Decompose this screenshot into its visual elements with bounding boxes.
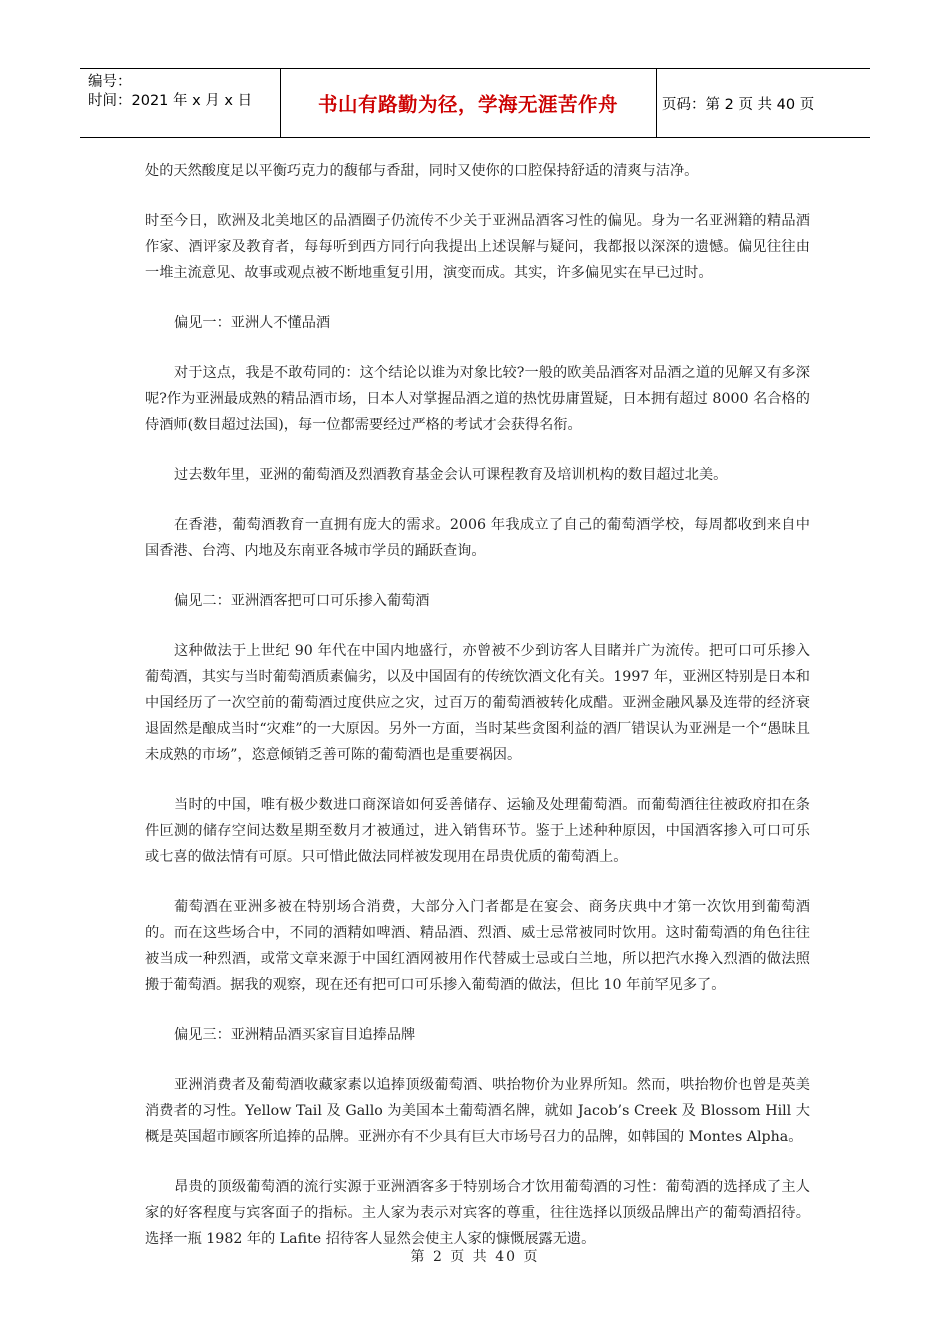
page-header [80,68,870,138]
header-meta [88,73,278,111]
page-footer: 第 2 页 共 40 页 [410,1249,540,1265]
paragraph: 这种做法于上世纪 90 年代在中国内地盛行，亦曾被不少到访客人目睹并广为流传。把可口可乐掺入葡萄酒，其实与当时葡萄酒质素偏劣，以及中国固有的传统饮酒文化有关。1997 年，亚洲区特别是日本和中国经历了一次空前的葡萄酒过度供应之灾，过百万的葡萄酒被转化成醋。亚洲金融风暴及连带的经济衰退固然是酿成当时“灾难”的一大原因。另外一方面，当时某些贪图利益的酒厂错误认为亚洲是一个“愚昧且未成熟的市场”，恣意倾销乏善可陈的葡萄酒也是重要祸因。 [145,643,810,763]
paragraph: 葡萄酒在亚洲多被在特别场合消费，大部分入门者都是在宴会、商务庆典中才第一次饮用到葡萄酒的。而在这些场合中，不同的酒精如啤酒、精品酒、烈酒、威士忌常被同时饮用。这时葡萄酒的角色往往被当成一种烈酒，或常文章来源于中国红酒网被用作代替威士忌或白兰地，所以把汽水搀入烈酒的做法照搬于葡萄酒。据我的观察，现在还有把可口可乐掺入葡萄酒的做法，但比 10 年前罕见多了。 [145,899,810,993]
paragraph: 在香港，葡萄酒教育一直拥有庞大的需求。2006 年我成立了自己的葡萄酒学校，每周都收到来自中国香港、台湾、内地及东南亚各城市学员的踊跃查询。 [145,517,810,559]
date-label: 时间：2021 年 x 月 x 日 [88,93,253,109]
header-page-label: 页码：第 2 页 共 40 页 [662,96,815,113]
paragraph: 偏见二：亚洲酒客把可口可乐掺入葡萄酒 [174,593,430,609]
paragraph: 过去数年里，亚洲的葡萄酒及烈酒教育基金会认可课程教育及培训机构的数目超过北美。 [174,467,728,483]
paragraph: 偏见一：亚洲人不懂品酒 [174,315,331,331]
paragraph: 亚洲消费者及葡萄酒收藏家素以追捧顶级葡萄酒、哄抬物价为业界所知。然而，哄抬物价也曾是英美消费者的习性。Yellow Tail 及 Gallo 为美国本土葡萄酒名牌，就如 Jacob’s Creek 及 Blossom Hill 大概是英国超市顾客所追捧的品牌。亚洲亦有不少具有巨大市场号召力的品牌，如韩国的 Montes Alpha。 [145,1077,810,1145]
paragraph: 偏见三：亚洲精品酒买家盲目追捧品牌 [174,1027,416,1043]
header-divider [656,69,657,137]
paragraph: 时至今日，欧洲及北美地区的品酒圈子仍流传不少关于亚洲品酒客习性的偏见。身为一名亚洲籍的精品酒作家、酒评家及教育者，每每听到西方同行向我提出上述误解与疑问，我都报以深深的遗憾。偏见往往由一堆主流意见、故事或观点被不断地重复引用，演变而成。其实，许多偏见实在早已过时。 [145,213,810,281]
paragraph: 处的天然酸度足以平衡巧克力的馥郁与香甜，同时又使你的口腔保持舒适的清爽与洁净。 [145,163,699,179]
header-motto: 书山有路勤为径，学海无涯苦作舟 [317,93,618,116]
paragraph: 对于这点，我是不敢苟同的：这个结论以谁为对象比较?一般的欧美品酒客对品酒之道的见解又有多深呢?作为亚洲最成熟的精品酒市场，日本人对掌握品酒之道的热忱毋庸置疑，日本拥有超过 8000 名合格的侍酒师(数目超过法国)，每一位都需要经过严格的考试才会获得名衔。 [145,365,810,433]
document-body [145,158,810,1276]
paragraph: 昂贵的顶级葡萄酒的流行实源于亚洲酒客多于特别场合才饮用葡萄酒的习性：葡萄酒的选择成了主人家的好客程度与宾客面子的指标。主人家为表示对宾客的尊重，往往选择以顶级品牌出产的葡萄酒招待。选择一瓶 1982 年的 Lafite 招待客人显然会使主人家的慷慨展露无遗。 [145,1179,810,1247]
number-label: 编号： [88,74,132,90]
paragraph: 当时的中国，唯有极少数进口商深谙如何妥善储存、运输及处理葡萄酒。而葡萄酒往往被政府扣在条件叵测的储存空间达数星期至数月才被通过，进入销售环节。鉴于上述种种原因，中国酒客掺入可口可乐或七喜的做法情有可原。只可惜此做法同样被发现用在昂贵优质的葡萄酒上。 [145,797,810,865]
